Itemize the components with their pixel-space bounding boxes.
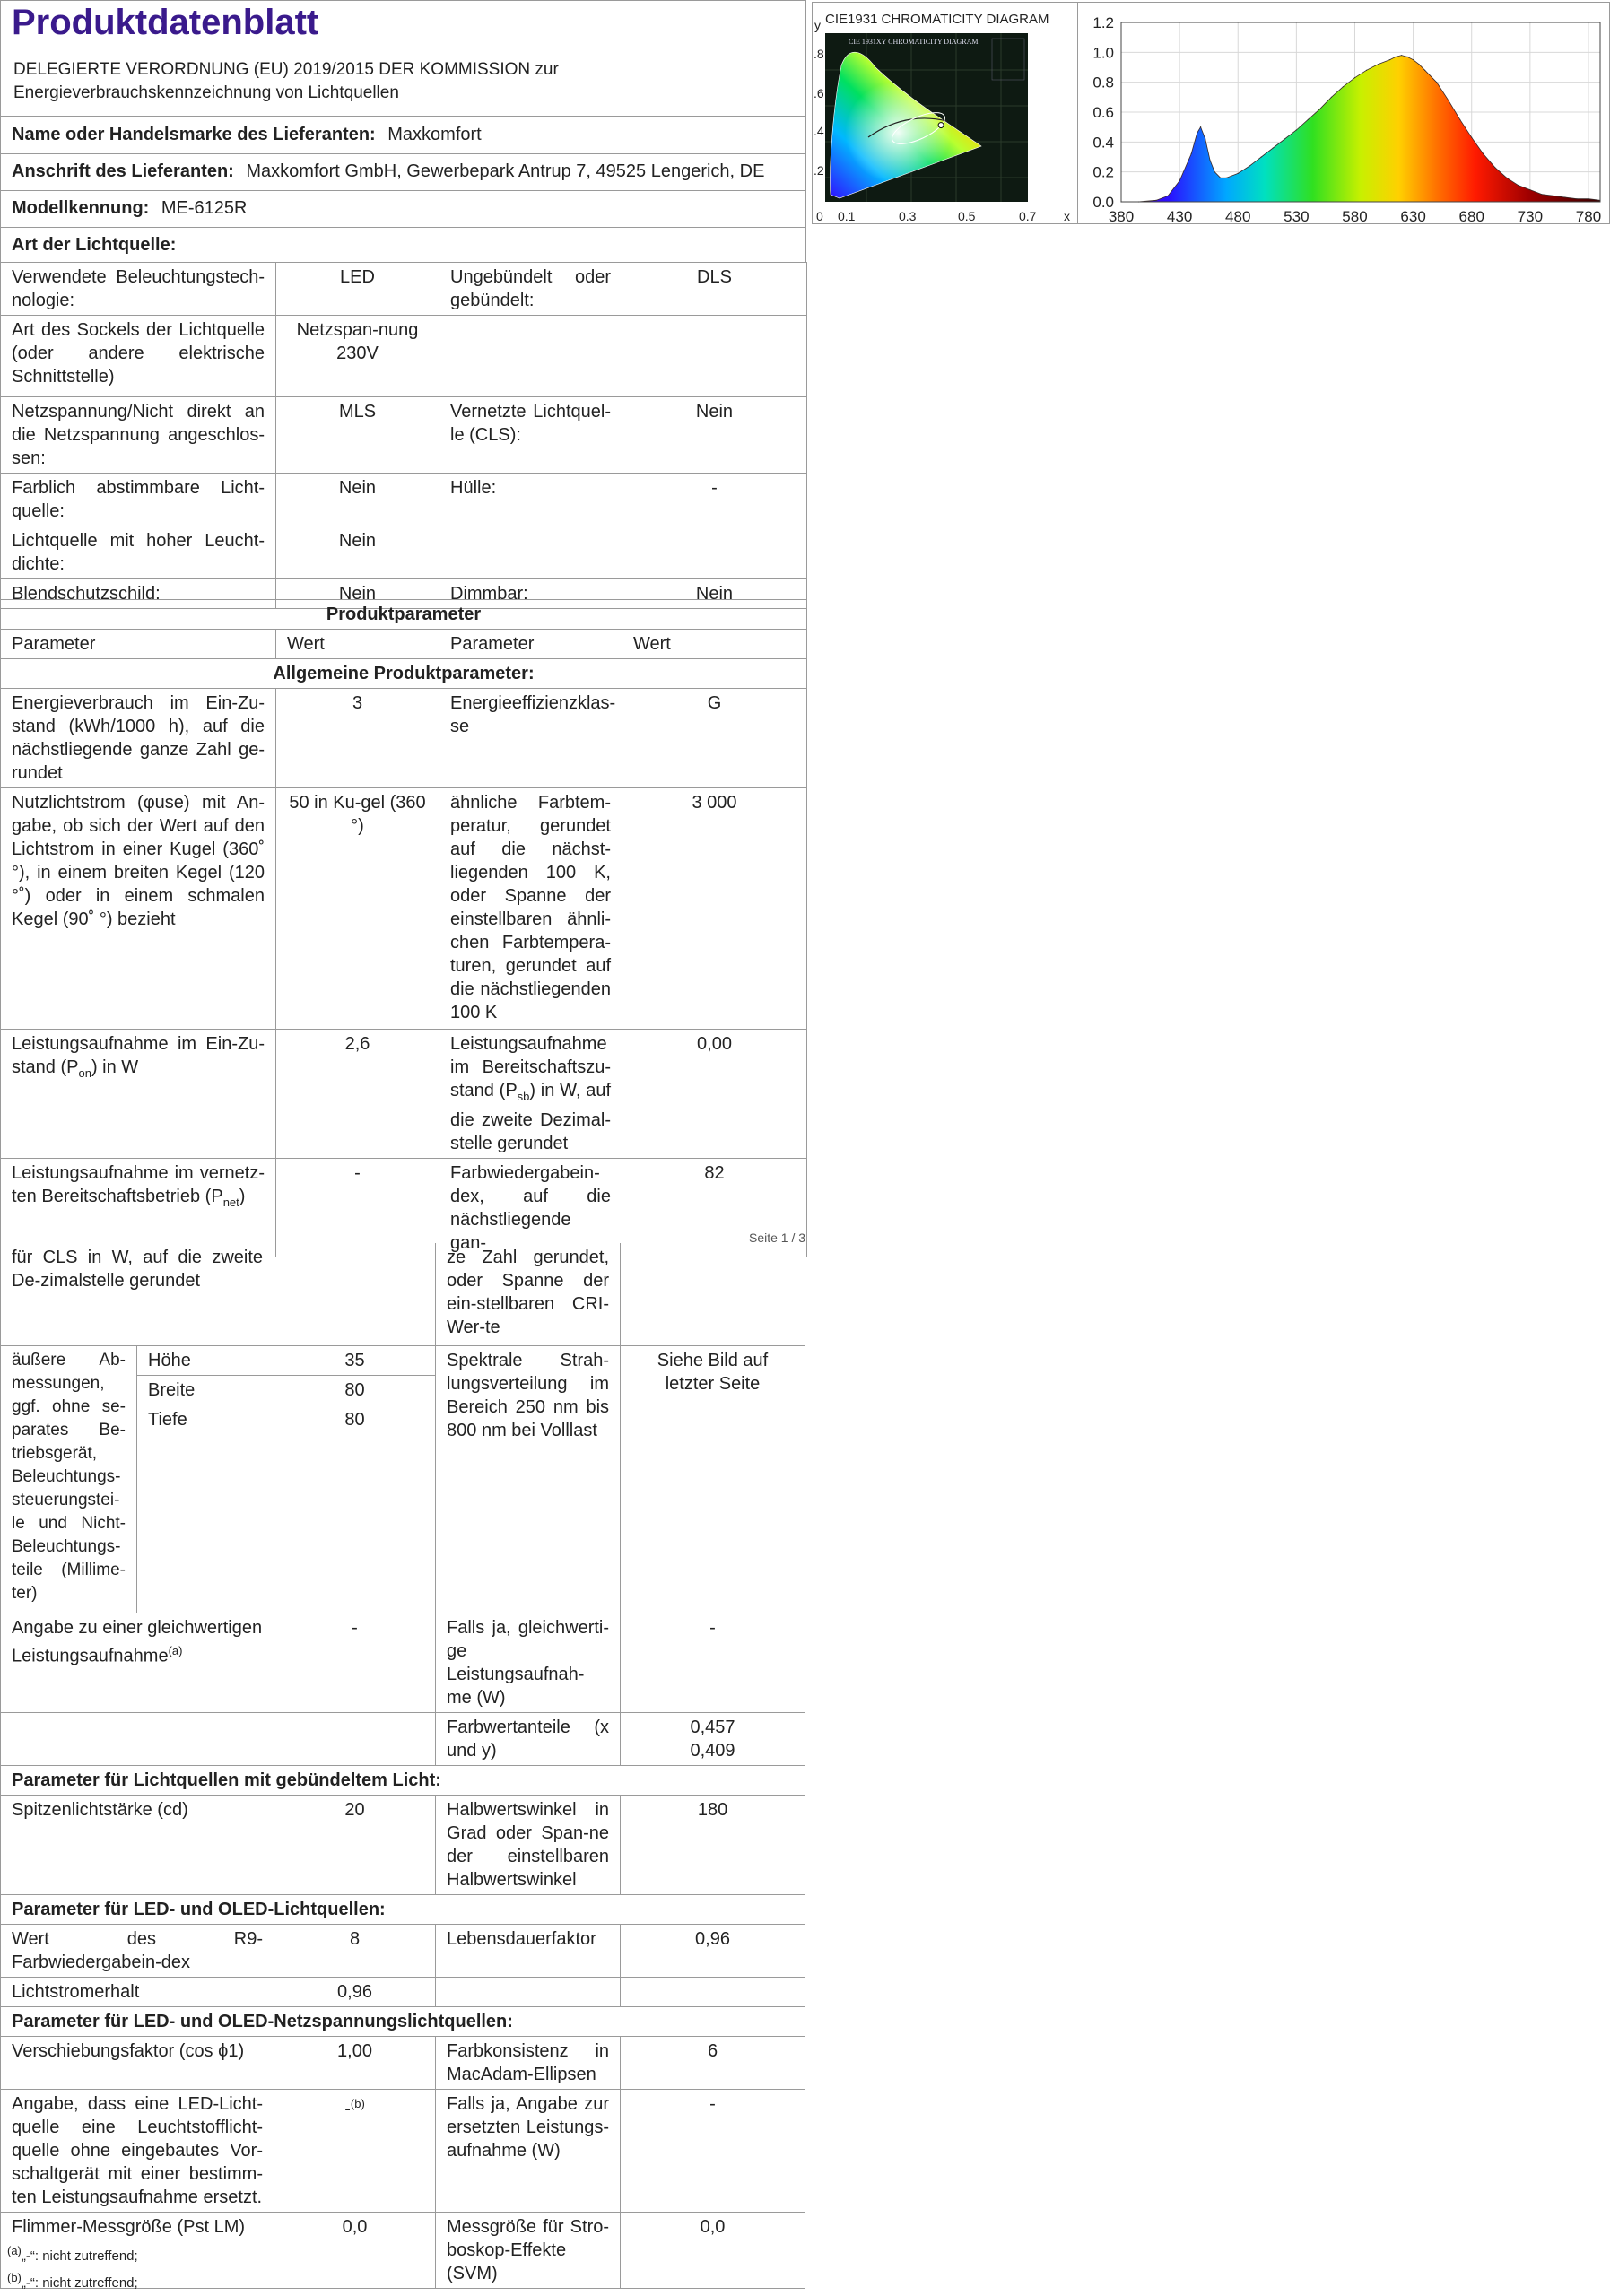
cie-inner-title: CIE 1931XY CHROMATICITY DIAGRAM: [849, 38, 979, 46]
table-cell: ze Zahl gerundet, oder Spanne der ein-stellbaren CRI-Wer-te: [436, 1243, 621, 1345]
table-cell: DLS: [622, 263, 807, 316]
table-cell: [274, 1243, 436, 1345]
table-cell: Vernetzte Lichtquel-le (CLS):: [439, 397, 622, 474]
table-cell: Verwendete Beleuchtungstech-nologie:: [1, 263, 276, 316]
model-row: [0, 189, 806, 228]
cell-text: Angabe zu einer gleichwertigen Leistungsaufnahme: [12, 1617, 263, 1666]
table-cell: 82: [622, 1159, 807, 1258]
subscript: net: [222, 1196, 239, 1209]
cell-text: Leistungsaufnahme im vernetz-ten Bereitschaftsbetrieb (P: [12, 1163, 265, 1206]
table-cell: Flimmer-Messgröße (Pst LM): [1, 2212, 274, 2288]
table-cell: [274, 1712, 436, 1765]
data-point: [1343, 86, 1344, 87]
column-header: Parameter: [439, 630, 622, 659]
supplier-name-value: Maxkomfort: [387, 125, 482, 144]
directional-heading: Parameter für Lichtquellen mit gebündeltem Licht:: [1, 1765, 805, 1795]
cell-text: Leistungsaufnahme im Bereitschaftszu-stand (P: [450, 1034, 611, 1100]
table-cell: [439, 1030, 622, 1159]
table-cell: Falls ja, Angabe zur ersetzten Leistungs-aufnahme (W): [436, 2089, 621, 2212]
table-cell: Nein: [276, 526, 439, 579]
table-cell: Blendschutzschild:: [1, 579, 276, 609]
cell-text: ): [239, 1187, 246, 1206]
table-row: [1, 1894, 805, 1924]
table-cell: Nein: [622, 397, 807, 474]
table-row: [1, 689, 807, 788]
data-point: [1366, 70, 1367, 71]
column-header: Wert: [276, 630, 439, 659]
table-cell: 0,96: [621, 1924, 805, 1977]
chromaticity-point: [938, 123, 944, 128]
table-cell: Art des Sockels der Lichtquelle (oder andere elektrische Schnittstelle): [1, 316, 276, 397]
light-source-type-row: [0, 226, 806, 263]
table-cell: 0,96: [274, 1977, 436, 2006]
table-cell: Verschiebungsfaktor (cos ϕ1): [1, 2036, 274, 2089]
footnote-text: „-“: nicht zutreffend;: [21, 2248, 138, 2264]
table-cell: [436, 1977, 621, 2006]
spectral-distribution-chart: [1077, 2, 1610, 224]
y-tick-label: .2: [814, 163, 824, 178]
data-point: [1541, 194, 1542, 195]
data-point: [1494, 167, 1495, 168]
supplier-address-label: Anschrift des Lieferanten:: [12, 161, 234, 181]
y-tick-label: 1.0: [1092, 44, 1114, 62]
table-cell: 3: [276, 689, 439, 788]
table-cell: Farblich abstimmbare Licht-quelle:: [1, 474, 276, 526]
dimension-value: 80: [274, 1375, 436, 1405]
product-parameters-heading: Produktparameter: [1, 600, 807, 630]
cell-text: ) in W, auf die zweite Dezimal-stelle gerundet: [450, 1081, 611, 1153]
table-cell: 6: [621, 2036, 805, 2089]
table-row: [1, 659, 807, 689]
header-block: [0, 0, 806, 117]
supplier-address-row: [0, 152, 806, 191]
table-cell: Falls ja, gleichwerti-ge Leistungsaufnah-me (W): [436, 1613, 621, 1712]
column-header: Parameter: [1, 630, 276, 659]
data-point: [1413, 59, 1414, 60]
table-cell: Nein: [276, 579, 439, 609]
table-row: [1, 474, 807, 526]
chromaticity-marker: [938, 123, 944, 128]
x-tick-label: 430: [1166, 208, 1193, 223]
table-cell: [1, 1030, 276, 1159]
table-cell: Nutzlichtstrom (φuse) mit An-gabe, ob sich der Wert auf den Lichtstrom in einer Kugel (360˚ °), in einem breiten Kegel (120 °˚) oder in einem schmalen Kegel (90˚ °) bezieht: [1, 788, 276, 1030]
y-tick-label: 0.8: [1092, 74, 1114, 91]
spectrum-area: [1121, 56, 1600, 202]
table-cell: -: [621, 1613, 805, 1712]
table-cell: [622, 526, 807, 579]
led-heading: Parameter für LED- und OLED-Lichtquellen:: [1, 1894, 805, 1924]
table-row: [1, 1924, 805, 1977]
table-row: [1, 397, 807, 474]
data-point: [1564, 196, 1565, 197]
table-cell: -: [274, 1613, 436, 1712]
table-cell: 2,6: [276, 1030, 439, 1159]
x-tick-label: 730: [1517, 208, 1544, 223]
spd-plot: [1078, 3, 1609, 223]
product-parameters-table: [0, 599, 807, 1257]
y-tick-label: 0.6: [1092, 104, 1114, 121]
supplier-address-value: Maxkomfort GmbH, Gewerbepark Antrup 7, 49525 Lengerich, DE: [246, 161, 765, 181]
table-cell: Lichtstromerhalt: [1, 1977, 274, 2006]
data-point: [1419, 64, 1420, 65]
cell-text: ) in W: [91, 1057, 139, 1077]
x-tick-label: 580: [1342, 208, 1368, 223]
table-cell: -: [276, 1159, 439, 1258]
table-cell: 180: [621, 1795, 805, 1894]
data-point: [1529, 189, 1530, 190]
table-row: [1, 788, 807, 1030]
cell-text: -: [344, 2099, 351, 2119]
table-row: [1, 2006, 805, 2036]
table-cell: G: [622, 689, 807, 788]
table-cell: Netzspan-nung 230V: [276, 316, 439, 397]
data-point: [1155, 200, 1156, 201]
table-cell: 0,00: [622, 1030, 807, 1159]
table-cell: Nein: [276, 474, 439, 526]
table-cell: [621, 1977, 805, 2006]
light-source-type-label: Art der Lichtquelle:: [12, 235, 177, 255]
table-cell: Lebensdauerfaktor: [436, 1924, 621, 1977]
table-row: [1, 1613, 805, 1712]
table-cell: 50 in Ku-gel (360 °): [276, 788, 439, 1030]
footnote-b: [7, 2271, 138, 2291]
table-cell: [274, 2089, 436, 2212]
dimension-value: 35: [274, 1345, 436, 1375]
supplier-name-row: [0, 116, 806, 154]
continued-parameters-table: [0, 1243, 805, 2289]
mains-heading: Parameter für LED- und OLED-Netzspannungslichtquellen:: [1, 2006, 805, 2036]
page-number: Seite 1 / 3: [749, 1231, 806, 1245]
footnote-mark: (b): [7, 2271, 22, 2284]
table-cell: [439, 316, 622, 397]
x-tick-label: 480: [1225, 208, 1251, 223]
x-tick-label: 680: [1458, 208, 1484, 223]
table-cell: Angabe, dass eine LED-Licht-quelle eine Leuchtstofflicht-quelle ohne eingebautes Vor-schaltgerät mit einer bestimm-ten Leistungsaufnahme ersetzt.: [1, 2089, 274, 2212]
x-tick-label: 0.3: [899, 209, 917, 223]
data-point: [1331, 97, 1332, 98]
data-point: [1424, 70, 1425, 71]
table-row: [1, 1765, 805, 1795]
y-tick-label: 0.2: [1092, 163, 1114, 181]
data-point: [1209, 160, 1210, 161]
table-cell: [621, 1712, 805, 1765]
table-cell: [621, 1243, 805, 1345]
table-row: [1, 600, 807, 630]
table-cell: -: [622, 474, 807, 526]
table-cell: MLS: [276, 397, 439, 474]
data-point: [1354, 77, 1355, 78]
subscript: on: [78, 1066, 91, 1080]
table-cell: Messgröße für Stro-boskop-Effekte (SVM): [436, 2212, 621, 2288]
dimension-label: Tiefe: [137, 1405, 274, 1613]
general-parameters-heading: Allgemeine Produktparameter:: [1, 659, 807, 689]
data-point: [1389, 59, 1390, 60]
table-cell: Spitzenlichtstärke (cd): [1, 1795, 274, 1894]
cie-title: CIE1931 CHROMATICITY DIAGRAM: [825, 12, 1049, 27]
cie-y-ticks: [814, 47, 824, 178]
table-cell: 1,00: [274, 2036, 436, 2089]
data-point: [1214, 171, 1215, 172]
table-cell: Ungebündelt oder gebündelt:: [439, 263, 622, 316]
footnote-ref: (a): [168, 1643, 183, 1657]
column-header: Wert: [622, 630, 807, 659]
data-point: [1483, 153, 1484, 154]
table-row: [1, 2089, 805, 2212]
cell-text: Leistungsaufnahme im Ein-Zu-stand (P: [12, 1034, 265, 1077]
table-cell: [622, 316, 807, 397]
table-cell: 20: [274, 1795, 436, 1894]
data-point: [1401, 55, 1402, 56]
table-cell: Halbwertswinkel in Grad oder Span-ne der einstellbaren Halbwertswinkel: [436, 1795, 621, 1894]
dimension-value: 80: [274, 1405, 436, 1613]
footnote-text: „-“: nicht zutreffend;: [21, 2275, 138, 2291]
dimensions-label: äußere Ab-messungen, ggf. ohne se-parates Be-triebsgerät, Beleuchtungs-steuerungstei-le und Nicht-Beleuchtungs-teile (Millime-ter): [1, 1345, 137, 1613]
table-row: [1, 1345, 805, 1375]
table-cell: Wert des R9-Farbwiedergabein-dex: [1, 1924, 274, 1977]
data-point: [1518, 185, 1519, 186]
y-tick-label: 1.2: [1092, 14, 1114, 31]
table-row: [1, 263, 807, 316]
table-row: [1, 1977, 805, 2006]
dimension-label: Höhe: [137, 1345, 274, 1375]
product-parameters-body: [1, 600, 807, 1258]
spectral-distribution-label: Spektrale Strah-lungsverteilung im Bereich 250 nm bis 800 nm bei Volllast: [436, 1345, 621, 1613]
table-cell: LED: [276, 263, 439, 316]
data-point: [1459, 119, 1460, 120]
x-tick-label: 0.7: [1019, 209, 1037, 223]
footnote-mark: (a): [7, 2244, 22, 2257]
table-cell: Hülle:: [439, 474, 622, 526]
data-point: [1238, 173, 1239, 174]
table-cell: -: [621, 2089, 805, 2212]
cie-x-ticks: [816, 209, 1037, 223]
table-cell: 3 000: [622, 788, 807, 1030]
table-cell: Netzspannung/Nicht direkt an die Netzspannung angeschlos-sen:: [1, 397, 276, 474]
table-cell: 8: [274, 1924, 436, 1977]
dimension-label: Breite: [137, 1375, 274, 1405]
table-cell: Energieeffizienzklas-se: [439, 689, 622, 788]
light-source-type-table: [0, 262, 807, 609]
data-point: [1273, 147, 1274, 148]
footnote-a: [7, 2244, 138, 2264]
data-point: [1284, 138, 1285, 139]
table-cell: Lichtquelle mit hoher Leucht-dichte:: [1, 526, 276, 579]
cie-chromaticity-diagram: [812, 2, 1079, 224]
x-tick-label: 630: [1400, 208, 1426, 223]
model-label: Modellkennung:: [12, 198, 150, 218]
table-cell: [1, 1712, 274, 1765]
footnote-ref: (b): [350, 2096, 365, 2110]
regulation-text: DELEGIERTE VERORDNUNG (EU) 2019/2015 DER KOMMISSION zur Energieverbrauchskennzeichnung von Lichtquellen: [13, 60, 559, 102]
cie-plot: [813, 3, 1078, 223]
table-cell: 0,0: [621, 2212, 805, 2288]
data-point: [1261, 156, 1262, 157]
table-row: [1, 1712, 805, 1765]
table-cell: [439, 526, 622, 579]
table-cell: Dimmbar:: [439, 579, 622, 609]
table-row: [1, 526, 807, 579]
table-cell: Farbwertanteile (x und y): [436, 1712, 621, 1765]
table-cell: Farbwiedergabein-dex, auf die nächstliegende gan-: [439, 1159, 622, 1258]
data-point: [1308, 119, 1309, 120]
chromaticity-x: 0,457: [690, 1717, 735, 1737]
data-point: [1200, 126, 1201, 127]
table-cell: Farbkonsistenz in MacAdam-Ellipsen: [436, 2036, 621, 2089]
chromaticity-y: 0,409: [690, 1740, 735, 1761]
data-point: [1576, 198, 1577, 199]
data-point: [1249, 165, 1250, 166]
table-header-row: [1, 630, 807, 659]
table-cell: Energieverbrauch im Ein-Zu-stand (kWh/1000 h), auf die nächstliegende ganze Zahl ge-rundet: [1, 689, 276, 788]
x-tick-label: 780: [1575, 208, 1602, 223]
model-value: ME-6125R: [161, 198, 248, 218]
x-tick-label: 530: [1284, 208, 1310, 223]
data-point: [1191, 153, 1192, 154]
subscript: sb: [517, 1090, 530, 1103]
y-tick-label: 0.4: [1092, 134, 1114, 152]
data-point: [1471, 137, 1472, 138]
x-tick-label: 0.1: [838, 209, 856, 223]
y-tick-label: .6: [814, 86, 824, 100]
table-row: [1, 1795, 805, 1894]
y-tick-label: .4: [814, 124, 824, 138]
table-row: [1, 1243, 805, 1345]
table-cell: ähnliche Farbtem-peratur, gerundet auf die nächst-liegenden 100 K, oder Spanne der einstellbaren ähnli-chen Farbtempera-turen, gerundet auf die nächstliegenden 100 K: [439, 788, 622, 1030]
table-cell: für CLS in W, auf die zweite De-zimalstelle gerundet: [1, 1243, 274, 1345]
continued-parameters-body: [1, 1243, 805, 2288]
table-cell: 0,0: [274, 2212, 436, 2288]
y-axis-label: y: [814, 18, 821, 32]
supplier-name-label: Name oder Handelsmarke des Lieferanten:: [12, 125, 376, 144]
y-tick-label: 0.0: [1092, 194, 1114, 211]
x-axis-label: x: [1064, 209, 1070, 223]
x-tick-label: 380: [1108, 208, 1135, 223]
spd-series: [1120, 55, 1600, 203]
x-tick-label: 0.5: [958, 209, 976, 223]
data-point: [1179, 180, 1180, 181]
y-tick-label: .8: [814, 47, 824, 61]
table-row: [1, 1030, 807, 1159]
table-row: [1, 2036, 805, 2089]
x-tick-label: 0: [816, 209, 823, 223]
table-row: [1, 316, 807, 397]
page-title: Produktdatenblatt: [12, 3, 319, 42]
data-point: [1436, 82, 1437, 83]
type-table-body: [1, 263, 807, 609]
data-point: [1378, 64, 1379, 65]
data-point: [1296, 129, 1297, 130]
spectral-distribution-value: Siehe Bild auf letzter Seite: [621, 1345, 805, 1613]
table-cell: [1, 1613, 274, 1712]
table-cell: Nein: [622, 579, 807, 609]
